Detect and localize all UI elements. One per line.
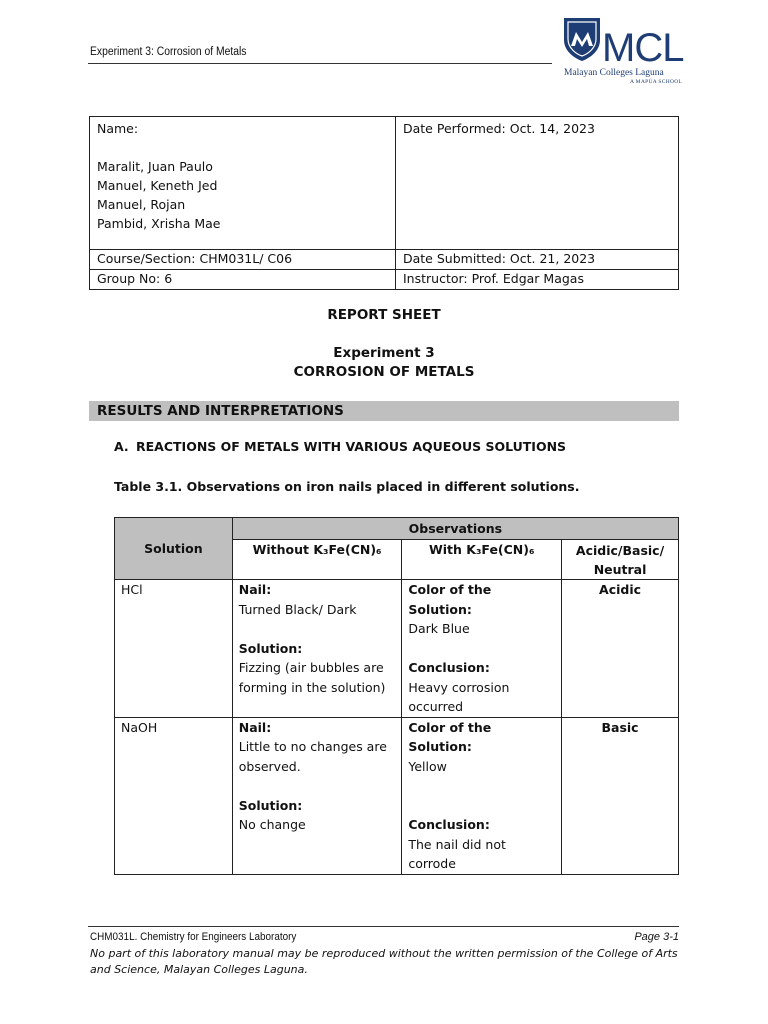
nail-observation: Little to no changes are observed. (238, 739, 387, 774)
experiment-title: CORROSION OF METALS (293, 364, 475, 380)
nail-label: Nail: (238, 582, 272, 597)
subsection-heading (114, 439, 566, 454)
date-submitted: Date Submitted: Oct. 21, 2023 (396, 250, 679, 270)
conclusion-value: Heavy corrosion occurred (408, 679, 510, 714)
member-name: Maralit, Juan Paulo (97, 159, 213, 174)
header-observations: Observations (232, 518, 678, 540)
student-info-table (89, 116, 679, 290)
subsection-title: REACTIONS OF METALS WITH VARIOUS AQUEOUS SOLUTIONS (136, 439, 567, 454)
mcl-logo (562, 16, 682, 88)
member-name: Manuel, Keneth Jed (97, 178, 218, 193)
conclusion-label: Conclusion: (408, 817, 490, 832)
logo-tagline: A MAPÚA SCHOOL (630, 79, 683, 85)
table-caption: Table 3.1. Observations on iron nails placed in different solutions. (114, 479, 580, 494)
table-row (115, 580, 679, 718)
nature-value: Basic (562, 717, 679, 874)
report-sheet-title: REPORT SHEET (327, 307, 441, 323)
observations-table (114, 517, 679, 875)
nail-observation: Turned Black/ Dark (238, 601, 357, 617)
color-value: Yellow (408, 758, 447, 774)
header-title: Experiment 3: Corrosion of Metals (90, 46, 247, 58)
footer-course: CHM031L. Chemistry for Engineers Laboratory (90, 931, 297, 943)
solution-label: Solution: (238, 640, 303, 656)
header-with: With K₃Fe(CN)₆ (402, 540, 562, 580)
group-number: Group No: 6 (90, 270, 396, 290)
experiment-number: Experiment 3 (333, 345, 435, 361)
color-label: Color of the Solution: (408, 582, 492, 617)
nail-label: Nail: (238, 719, 272, 735)
page-number: Page 3-1 (634, 931, 679, 943)
solution-observation: No change (238, 817, 306, 832)
names-cell (90, 117, 396, 250)
member-name: Manuel, Rojan (97, 197, 186, 212)
conclusion-value: The nail did not corrode (408, 836, 506, 871)
footer-divider (88, 926, 679, 927)
name-label: Name: (97, 121, 139, 136)
instructor: Instructor: Prof. Edgar Magas (396, 270, 679, 290)
without-indicator-cell (232, 717, 402, 874)
header-nature: Acidic/Basic/ Neutral (562, 540, 679, 580)
subsection-number: A. (114, 439, 129, 454)
copyright-note: No part of this laboratory manual may be reproduced without the written permission of the College of Arts and Science, Malayan Colleges Laguna. (90, 947, 678, 976)
header-without: Without K₃Fe(CN)₆ (232, 540, 402, 580)
logo-subtitle: Malayan Colleges Laguna (564, 68, 664, 78)
with-indicator-cell (402, 717, 562, 874)
solution-observation: Fizzing (air bubbles are forming in the solution) (238, 660, 386, 695)
header-solution: Solution (115, 518, 233, 580)
solution-name: HCl (115, 580, 233, 718)
with-indicator-cell (402, 580, 562, 718)
without-indicator-cell (232, 580, 402, 718)
shield-logo-icon (562, 16, 602, 62)
color-value: Dark Blue (408, 621, 470, 636)
solution-label: Solution: (238, 797, 303, 813)
table-row (115, 717, 679, 874)
member-name: Pambid, Xrisha Mae (97, 216, 221, 231)
course-section: Course/Section: CHM031L/ C06 (90, 250, 396, 270)
conclusion-label: Conclusion: (408, 660, 490, 675)
date-performed: Date Performed: Oct. 14, 2023 (396, 117, 679, 250)
header-divider (88, 63, 552, 64)
color-label: Color of the Solution: (408, 719, 492, 754)
section-heading: RESULTS AND INTERPRETATIONS (89, 401, 679, 421)
solution-name: NaOH (115, 717, 233, 874)
logo-text: MCL (602, 26, 684, 70)
nature-value: Acidic (562, 580, 679, 718)
